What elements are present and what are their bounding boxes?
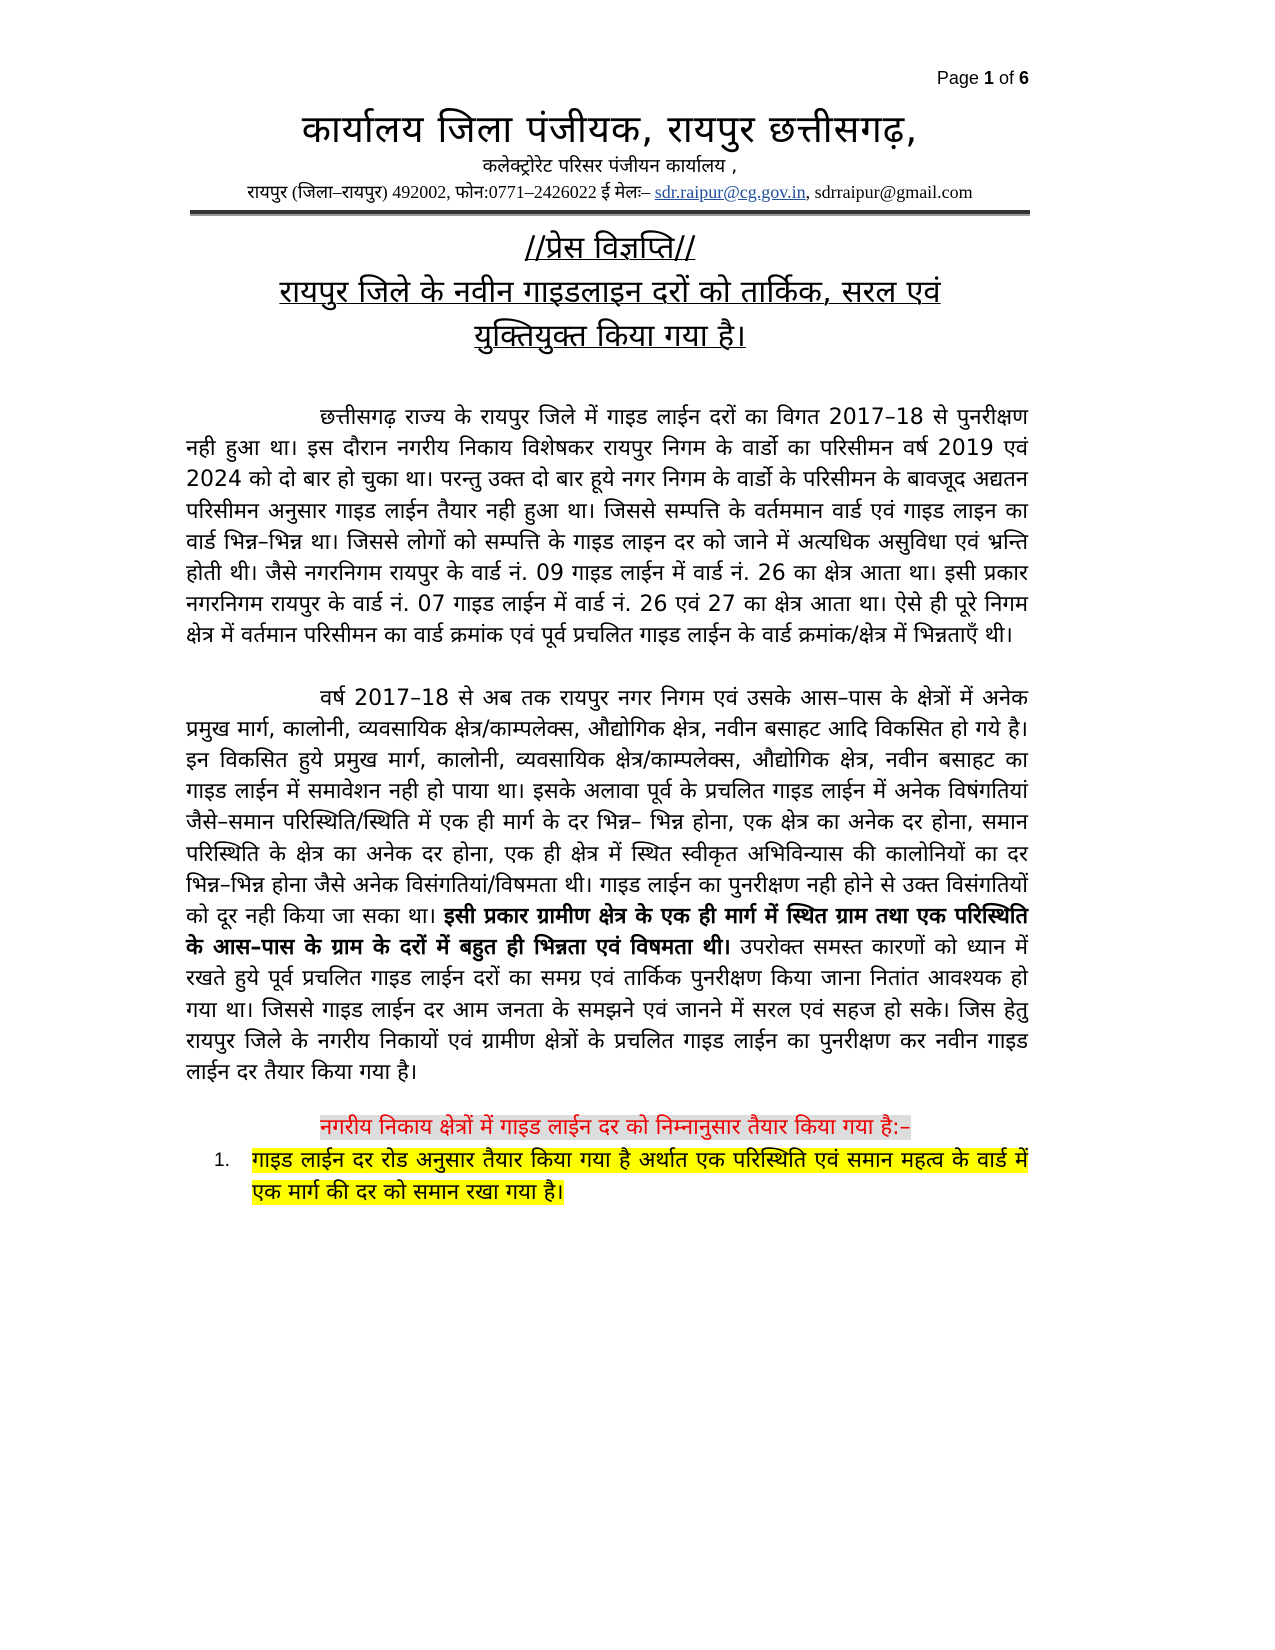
title-line-1: //प्रेस विज्ञप्ति// — [524, 230, 696, 266]
title-line-2: रायपुर जिले के नवीन गाइडलाइन दरों को तार्किक, सरल एवं — [279, 274, 941, 310]
paragraph-2 — [186, 683, 1028, 1089]
top-section — [190, 106, 1030, 358]
press-release-title — [190, 226, 1030, 358]
header-divider — [190, 210, 1030, 216]
paragraph-2-part-a: वर्ष 2017–18 से अब तक रायपुर नगर निगम एवं उसके आस–पास के क्षेत्रों में अनेक प्रमुख मार्ग, कालोनी, व्यवसायिक क्षेत्र/काम्पलेक्स, औद्योगिक क्षेत्र, नवीन बसाहट आदि विकसित हो गये है। इन विकसित हुये प्रमुख मार्ग, कालोनी, व्यवसायिक क्षेत्र/काम्पलेक्स, औद्योगिक क्षेत्र, नवीन बसाहट का गाइड लाईन में समावेशन नही हो पाया था। इसके अलावा पूर्व के प्रचलित गाइड लाईन में अनेक विषंगतियां जैसे–समान परिस्थिति/स्थिति में एक ही मार्ग के दर भिन्न– भिन्न होना, एक क्षेत्र का अनेक दर होना, समान परिस्थिति के क्षेत्र का अनेक दर होना, एक ही क्षेत्र में स्थित स्वीकृत अभिविन्यास की कालोनियों का दर भिन्न–भिन्न होना जैसे अनेक विसंगतियां/विषमता थी। गाइड लाईन का पुनरीक्षण नही होने से उक्त विसंगतियों को दूर नही किया जा सका था। — [186, 685, 1028, 930]
email-secondary: , sdrraipur@gmail.com — [805, 182, 973, 202]
subheading-text: नगरीय निकाय क्षेत्रों में गाइड लाईन दर को निम्नानुसार तैयार किया गया है:– — [320, 1115, 911, 1141]
list-text-highlighted: गाइड लाईन दर रोड अनुसार तैयार किया गया है अर्थात एक परिस्थिति एवं समान महत्व के वार्ड में एक मार्ग की दर को समान रखा गया है। — [252, 1148, 1028, 1205]
paragraph-2-part-c: उपरोक्त समस्त कारणों को ध्यान में रखते हुये पूर्व प्रचलित गाइड लाईन दरों का समग्र एवं तार्किक पुनरीक्षण किया जाना नितांत आवश्यक हो गया था। जिससे गाइड लाईन दर आम जनता के समझने एवं जानने में सरल एवं सहज हो सके। जिस हेतु रायपुर जिले के नगरीय निकायों एवं ग्रामीण क्षेत्रों के प्रचलित गाइड लाईन का पुनरीक्षण कर नवीन गाइड लाईन दर तैयार किया गया है। — [186, 935, 1028, 1086]
page-total: 6 — [1018, 68, 1029, 88]
email-link[interactable]: sdr.raipur@cg.gov.in — [654, 182, 806, 202]
page-number — [937, 68, 1029, 89]
list-number: 1. — [214, 1150, 230, 1172]
office-subtitle: कलेक्ट्रोरेट परिसर पंजीयन कार्यालय , — [482, 155, 738, 177]
paragraph-2-bold: इसी प्रकार ग्रामीण क्षेत्र के एक ही मार्ग में स्थित ग्राम तथा एक परिस्थिति के आस–पास के ग्राम के दरों में बहुत ही भिन्नता एवं विषमता थी। — [186, 904, 1028, 961]
document-body — [186, 402, 1028, 1208]
title-line-3: युक्तियुक्त किया गया है। — [474, 318, 746, 354]
list-item — [186, 1145, 1028, 1207]
letterhead — [190, 106, 1030, 204]
subheading — [186, 1112, 1028, 1143]
office-address — [190, 180, 1030, 204]
office-name: कार्यालय जिला पंजीयक, रायपुर छत्तीसगढ़, — [301, 107, 919, 151]
paragraph-1: छत्तीसगढ़ राज्य के रायपुर जिले में गाइड लाईन दरों का विगत 2017–18 से पुनरीक्षण नही हुआ था। इस दौरान नगरीय निकाय विशेषकर रायपुर निगम के वार्डो का परिसीमन वर्ष 2019 एवं 2024 को दो बार हो चुका था। परन्तु उक्त दो बार हूये नगर निगम के वार्डो के परिसीमन के बावजूद अद्यतन परिसीमन अनुसार गाइड लाईन तैयार नही हुआ था। जिससे सम्पत्ति के वर्तममान वार्ड एवं गाइड लाइन का वार्ड भिन्न–भिन्न था। जिससे लोगों को सम्पत्ति के गाइड लाइन दर को जाने में अत्यधिक असुविधा एवं भ्रन्ति होती थी। जैसे नगरनिगम रायपुर के वार्ड नं. 09 गाइड लाईन में वार्ड नं. 26 का क्षेत्र आता था। इसी प्रकार नगरनिगम रायपुर के वार्ड नं. 07 गाइड लाईन में वार्ड नं. 26 एवं 27 का क्षेत्र आता था। ऐसे ही पूरे निगम क्षेत्र में वर्तमान परिसीमन का वार्ड क्रमांक एवं पूर्व प्रचलित गाइड लाईन के वार्ड क्रमांक/क्षेत्र में भिन्नताएँ थी। — [186, 405, 1028, 649]
address-text: रायपुर (जिला–रायपुर) 492002, फोन:0771–2426022 ई मेलः– — [247, 182, 655, 202]
page-current: 1 — [983, 68, 994, 88]
list-text — [252, 1145, 1028, 1207]
page-label: Page — [936, 68, 979, 88]
page-of: of — [998, 68, 1014, 88]
